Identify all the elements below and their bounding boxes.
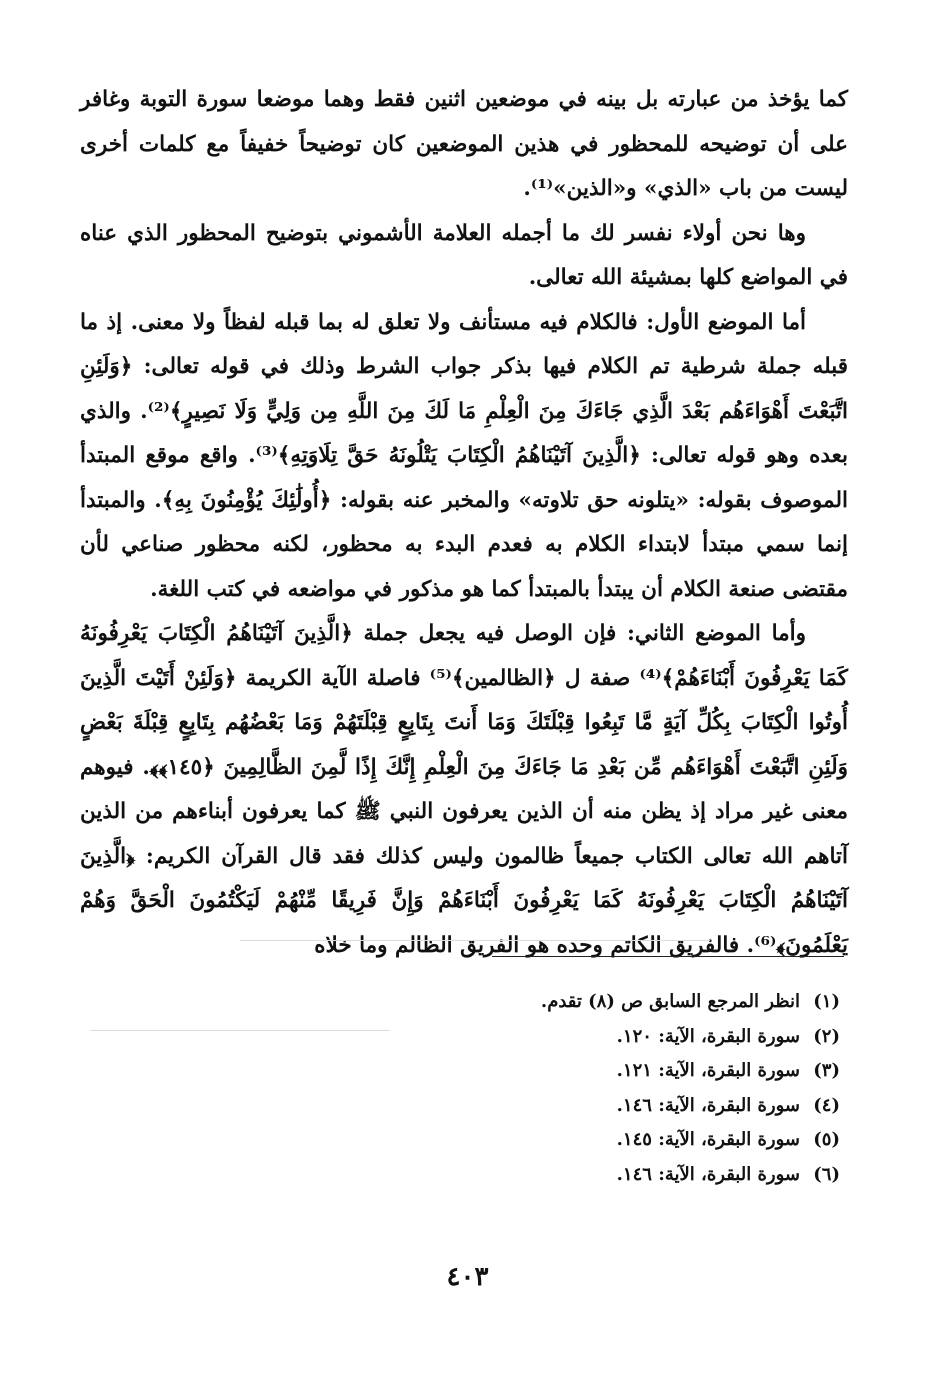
paragraph-1: كما يؤخذ من عبارته بل بينه في موضعين اثنين فقط وهما موضعا سورة التوبة وغافر على أن توضيحه للمحظور في هذين الموضعين كان توضيحاً خفيفاً مع كلمات أخرى ليست من باب «الذي» و«الذين»⁽¹⁾.	[80, 87, 848, 201]
footnote-item	[80, 985, 840, 1020]
footnote-number: (٥)	[813, 1129, 840, 1151]
footnote-number: (٦)	[813, 1163, 840, 1185]
footnote-number: (٤)	[813, 1094, 840, 1116]
footnote-number: (٣)	[813, 1060, 840, 1082]
paragraph-4: وأما الموضع الثاني: فإن الوصل فيه يجعل جملة ﴿الَّذِينَ آتَيْنَاهُمُ الْكِتَابَ يَعْرِفُونَهُ كَمَا يَعْرِفُونَ أَبْنَاءَهُمْ﴾⁽⁴⁾ صفة ل ﴿الظالمين﴾⁽⁵⁾ فاصلة الآية الكريمة ﴿وَلَئِنْ أَتَيْتَ الَّذِينَ أُوتُوا الْكِتَابَ بِكُلِّ آيَةٍ مَّا تَبِعُوا قِبْلَتَكَ وَمَا أَنتَ بِتَابِعٍ قِبْلَتَهُمْ وَمَا بَعْضُهُم بِتَابِعٍ قِبْلَةَ بَعْضٍ وَلَئِنِ اتَّبَعْتَ أَهْوَاءَهُم مِّن بَعْدِ مَا جَاءَكَ مِنَ الْعِلْمِ إِنَّكَ إِذًا لَّمِنَ الظَّالِمِينَ ﴿١٤٥﴾﴾. فيوهم معنى غير مراد إذ يظن منه أن الذين يعرفون النبي ﷺ كما يعرفون أبناءهم من الذين آتاهم الله تعالى الكتاب جميعاً ظالمون وليس كذلك فقد قال القرآن الكريم: ﴿الَّذِينَ آتَيْنَاهُمُ الْكِتَابَ يَعْرِفُونَهُ كَمَا يَعْرِفُونَ أَبْنَاءَهُمْ وَإِنَّ فَرِيقًا مِّنْهُمْ لَيَكْتُمُونَ الْحَقَّ وَهُمْ يَعْلَمُونَ﴾⁽⁶⁾. فالفريق الكاتم وحده هو الفريق الظالم وما خلاه	[80, 621, 849, 958]
footnote-text: سورة البقرة، الآية: ١٤٥.	[616, 1129, 800, 1151]
footnote-item	[80, 1020, 840, 1055]
footnote-separator	[492, 956, 844, 957]
footnote-text: سورة البقرة، الآية: ١٤٦.	[616, 1094, 800, 1116]
page-number: ٤٠٣	[446, 1262, 489, 1292]
show-through-line	[240, 940, 710, 941]
footnote-text: انظر المرجع السابق ص (٨) تقدم.	[540, 991, 800, 1012]
footnote-item	[80, 1158, 840, 1193]
paragraph-3: أما الموضع الأول: فالكلام فيه مستأنف ولا تعلق له بما قبله لفظاً ولا معنى. إذ ما قبله جملة شرطية تم الكلام فيها بذكر جواب الشرط وذلك في قوله تعالى: ﴿وَلَئِنِ اتَّبَعْتَ أَهْوَاءَهُم بَعْدَ الَّذِي جَاءَكَ مِنَ الْعِلْمِ مَا لَكَ مِنَ اللَّهِ مِن وَلِيٍّ وَلَا نَصِيرٍ﴾⁽²⁾. والذي بعده وهو قوله تعالى: ﴿الَّذِينَ آتَيْنَاهُمُ الْكِتَابَ يَتْلُونَهُ حَقَّ تِلَاوَتِهِ﴾⁽³⁾. واقع موقع المبتدأ الموصوف بقوله: «يتلونه حق تلاوته» والمخبر عنه بقوله: ﴿أُولَٰئِكَ يُؤْمِنُونَ بِهِ﴾. والمبتدأ إنما سمي مبتدأ لابتداء الكلام به فعدم البدء به محظور، لكنه محظور صناعي لأن مقتضى صنعة الكلام أن يبتدأ بالمبتدأ كما هو مذكور في مواضعه في كتب اللغة.	[80, 309, 849, 602]
footnote-text: سورة البقرة، الآية: ١٤٦.	[616, 1163, 800, 1185]
footnote-item	[80, 1123, 840, 1158]
footnote-item	[80, 1089, 840, 1124]
footnotes	[80, 985, 840, 1193]
footnote-item	[80, 1054, 840, 1089]
footnote-number: (١)	[813, 991, 840, 1012]
paragraph-2: وها نحن أولاء نفسر لك ما أجمله العلامة الأشموني بتوضيح المحظور الذي عناه في المواضع كلها بمشيئة الله تعالى.	[80, 220, 848, 290]
main-text	[80, 78, 848, 968]
footnote-text: سورة البقرة، الآية: ١٢٠.	[616, 1025, 800, 1047]
footnote-text: سورة البقرة، الآية: ١٢١.	[616, 1060, 800, 1082]
footnote-number: (٢)	[813, 1025, 840, 1047]
